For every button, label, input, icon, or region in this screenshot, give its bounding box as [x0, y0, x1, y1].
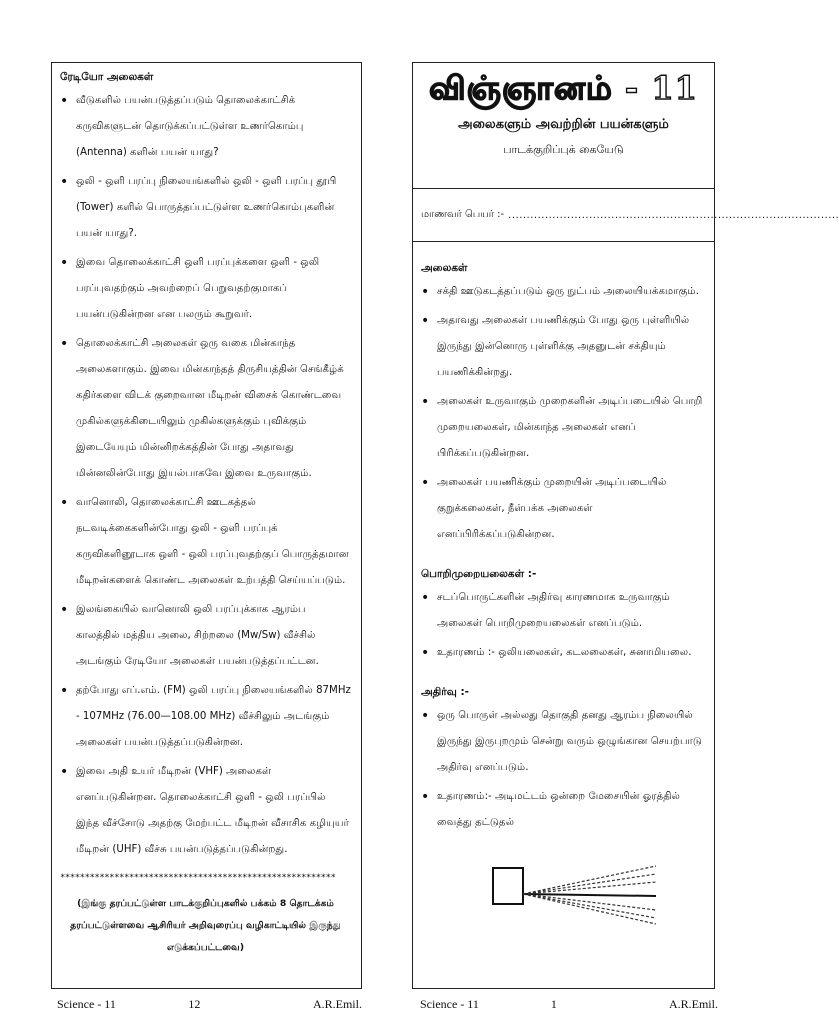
guide-label: பாடக்குறிப்புக் கையேடு [503, 143, 624, 156]
left-footer [57, 997, 362, 1012]
right-page-panel [412, 62, 839, 989]
list-item: • உதாரணம்:- அடிமட்டம் ஒன்றை மேசையின் ஓரத்தில் வைத்து தட்டுதல் [421, 784, 706, 836]
list-item: • இலங்கையில் வானொலி ஒலி பரப்புக்காக ஆரம்ப காலத்தில் மத்திய அலை, சிற்றலை (Mw/Sw) வீச்சில் அடங்கும் ரேடியோ அலைகள் பயன்படுத்தப்பட்டன. [60, 597, 351, 675]
student-name-row [413, 189, 839, 242]
waves-section [421, 262, 706, 548]
right-footer [420, 997, 718, 1012]
footer-page-number: 1 [550, 997, 557, 1011]
list-item: • சக்தி ஊடுகடத்தப்படும் ஒரு நுட்பம் அலையியக்கமாகும். [421, 279, 706, 305]
vibrating-ruler-image [491, 856, 661, 926]
list-item: • ஒலி - ஒளி பரப்பு நிலையங்களில் ஒலி - ஒளி பரப்பு தூபி (Tower) களில் பொருத்தப்பட்டுள்ள உணர்கொம்புகளின் பயன் யாது?. [60, 169, 351, 247]
list-item: • தொலைக்காட்சி அலைகள் ஒரு வகை மின்காந்த அலைகளாகும். இவை மின்காந்தத் திருசியத்தின் செங்கீழ்க் கதிர்களை விடக் குறைவான மீடிறன் விசைக் கொண்டவை முகில்களுக்கிடையிலும் முகில்களுக்கும் புவிக்கும் இடையேயும் மின்னிறக்கத்தின் போது அதாவது மின்னலின்போது இயல்பாகவே இவை உருவாகும். [60, 331, 351, 487]
list-item: • உதாரணம் :- ஒலியலைகள், கடலலைகள், சுனாமியலை. [421, 640, 706, 666]
list-item: • அதாவது அலைகள் பயணிக்கும் போது ஒரு புள்ளியில் இருந்து இன்னொரு புள்ளிக்கு அதனுடன் சக்தியும் பயணிக்கின்றது. [421, 308, 706, 386]
footer-author: A.R.Emil. [668, 997, 718, 1011]
vibration-list [421, 703, 706, 836]
list-item: • இவை அதி உயர் மீடிறன் (VHF) அலைகள் எனப்படுகின்றன. தொலைக்காட்சி ஒளி - ஒலி பரப்பில் இந்த வீச்சோடு அதற்கு மேற்பட்ட மீடிறன் வீசாசிக கழியுயர் மீடிறன் (UHF) வீச்சு பயன்படுத்தப்படுகின்றது. [60, 759, 351, 863]
footer-page-number: 12 [188, 997, 201, 1011]
list-item: • வீடுகளில் பயன்படுத்தப்படும் தொலைக்காட்சிக் கருவிகளுடன் தொடுக்கப்பட்டுள்ள உணர்கொம்பு (Antenna) களின் பயன் யாது? [60, 88, 351, 166]
vibrating-ruler-figure [491, 856, 706, 930]
footer-subject: Science - 11 [420, 997, 479, 1011]
mechanical-waves-section [421, 568, 706, 666]
page-title: விஞ்ஞானம் - 11 [429, 69, 698, 107]
section-heading: அலைகள் [421, 262, 468, 274]
list-item: • இவை தொலைக்காட்சி ஒளி பரப்புக்களை ஒளி - ஒலி பரப்புவதற்கும் அவற்றைப் பெறுவதற்குமாகப் பயன்படுகின்றன என பலரும் கூறுவர். [60, 250, 351, 328]
section-heading: பொறிமுறையலைகள் :- [421, 568, 537, 580]
mechanical-waves-list [421, 585, 706, 666]
section-heading: அதிர்வு :- [421, 686, 470, 698]
star-separator: ******************************************************** [60, 873, 336, 883]
notes-content [413, 242, 714, 930]
radio-waves-heading: ரேடியோ அலைகள் [60, 71, 154, 83]
waves-list [421, 279, 706, 548]
vibration-section [421, 686, 706, 836]
student-name-field[interactable]: .......................................................................................... [508, 209, 839, 221]
list-item: • சடப்பொருட்களின் அதிர்வு காரணமாக உருவாகும் அலைகள் பொறிமுறையலைகள் எனப்படும். [421, 585, 706, 637]
list-item: • ஒரு பொருள் அல்லது தொகுதி தனது ஆரம்ப நிலையில் இருந்து இருபுறமும் சென்று வரும் ஒழுங்கான செயற்பாடு அதிர்வு எனப்படும். [421, 703, 706, 781]
list-item: • அலைகள் பயணிக்கும் முறையின் அடிப்படையில் குறுக்கலைகள், நீள்பக்க அலைகள் எனப்பிரிக்கப்படுகின்றன. [421, 470, 706, 548]
radio-waves-list [60, 88, 351, 863]
left-page-panel [51, 62, 362, 989]
student-name-label: மாணவர் பெயர் :- [421, 209, 505, 220]
title-box [413, 63, 714, 189]
list-item: • அலைகள் உருவாகும் முறைகளின் அடிப்படையில் பொறி முறையலைகள், மின்காந்த அலைகள் எனப் பிரிக்கப்படுகின்றன. [421, 389, 706, 467]
footer-subject: Science - 11 [57, 997, 116, 1011]
page-subtitle: அலைகளும் அவற்றின் பயன்களும் [458, 117, 669, 132]
footer-author: A.R.Emil. [312, 997, 362, 1011]
list-item: • வானொலி, தொலைக்காட்சி ஊடகத்தல் நடவடிக்கைகளின்போது ஒலி - ஒளி பரப்புக் கருவிகளினூடாக ஒளி - ஒலி பரப்புவதற்குப் பொருத்தமான மீடிறன்களைக் கொண்ட அலைகள் உற்பத்தி செய்யப்படும். [60, 490, 351, 594]
source-note: (இங்கு தரப்பட்டுள்ள பாடக்குறிப்புகளில் பக்கம் 8 தொடக்கம் தரப்பட்டுள்ளவை ஆசிரியர் அறிவுரைப்பு வழிகாட்டியில் இருந்து எடுக்கப்பட்டவை) [70, 898, 341, 953]
list-item: • தற்போது எப்.எம். (FM) ஒலி பரப்பு நிலையங்களில் 87MHz - 107MHz (76.00—108.00 MHz) வீச்சிலும் அடங்கும் அலைகள் பயன்படுத்தப்படுகின்றன. [60, 678, 351, 756]
